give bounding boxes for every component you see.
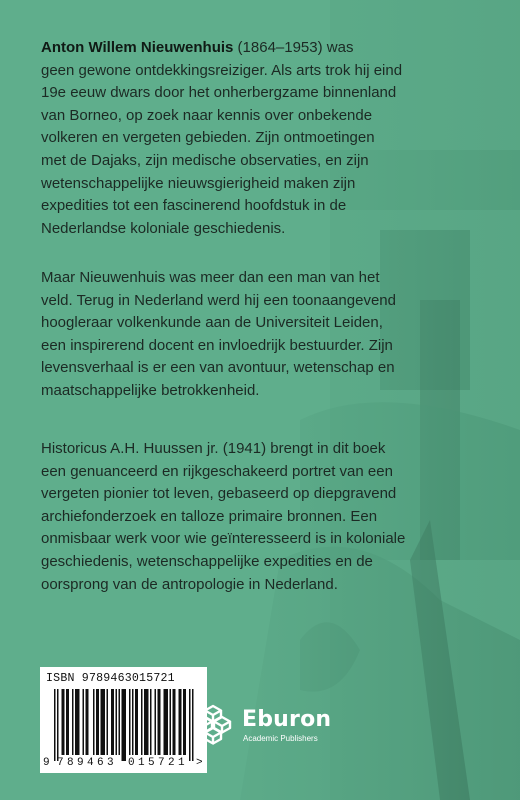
publisher-name: Eburon <box>242 707 332 732</box>
barcode-bar <box>147 689 149 755</box>
paragraph-line: expedities tot een fascinerend hoofdstuk in de <box>41 197 347 215</box>
barcode-bar <box>113 689 115 755</box>
barcode-bar <box>83 689 85 755</box>
isbn-barcode <box>40 667 207 773</box>
paragraph-line: veld. Terug in Nederland werd hij een toonaangevend <box>41 291 396 309</box>
barcode-bar <box>150 689 152 755</box>
barcode-bar <box>119 689 121 755</box>
barcode-bar <box>185 689 187 755</box>
barcode-bar <box>72 689 74 755</box>
barcode-bar <box>116 689 118 755</box>
barcode-quiet-zone-marker: > <box>196 757 203 769</box>
paragraph-line: maatschappelijke betrokkenheid. <box>41 381 260 399</box>
barcode-bar <box>123 689 125 761</box>
publisher-cubes-icon <box>188 703 238 747</box>
barcode-bar <box>132 689 134 755</box>
paragraph-line: oorsprong van de antropologie in Nederland. <box>41 575 338 593</box>
barcode-bar <box>111 689 113 755</box>
barcode-bar <box>68 689 70 755</box>
barcode-bar <box>170 689 172 755</box>
paragraph-line: 19e eeuw dwars door het onherbergzame binnenland <box>41 84 397 102</box>
barcode-bar <box>174 689 176 755</box>
paragraph-line: van Borneo, op zoek naar kennis over onbekende <box>41 106 373 124</box>
barcode-bar <box>101 689 103 755</box>
barcode-bar <box>155 689 157 755</box>
barcode-bar <box>62 689 64 755</box>
barcode-bar <box>173 689 175 755</box>
paragraph-line: geen gewone ontdekkingsreiziger. Als arts trok hij eind <box>41 61 403 79</box>
paragraph-line: wetenschappelijke nieuwsgierigheid maken zijn <box>41 174 356 192</box>
barcode-bar <box>63 689 65 755</box>
barcode-bar <box>183 689 185 755</box>
barcode-bar <box>137 689 139 755</box>
publisher-subtitle: Academic Publishers <box>243 734 318 743</box>
subject-name: Anton Willem Nieuwenhuis <box>41 39 234 56</box>
author-paragraph <box>41 438 481 596</box>
publisher-logo <box>188 703 338 747</box>
paragraph-line: vergeten pionier tot leven, gebaseerd op diepgravend <box>41 485 397 503</box>
barcode-bar <box>96 689 98 755</box>
intro-paragraph <box>41 37 481 240</box>
barcode-bar <box>144 689 146 755</box>
barcode-bar <box>179 689 181 755</box>
paragraph-line: Historicus A.H. Huussen jr. (1941) brengt in dit boek <box>41 440 386 457</box>
barcode-lead-digit: 9 <box>43 757 50 769</box>
barcode-bar <box>93 689 95 755</box>
paragraph-line: geschiedenis, wetenschappelijke expedities en de <box>41 552 373 570</box>
barcode-right-digits: 015721 <box>128 757 189 769</box>
barcode-bar <box>87 689 89 755</box>
barcode-bar <box>86 689 88 755</box>
isbn-number: ISBN 9789463015721 <box>46 672 175 685</box>
barcode-bar <box>54 689 56 761</box>
paragraph-line: Nederlandse koloniale geschiedenis. <box>41 219 286 237</box>
barcode-bar <box>104 689 106 755</box>
barcode-bar <box>125 689 127 761</box>
paragraph-line: een genuanceerd en rijkgeschakeerd portret van een <box>41 462 393 480</box>
barcode-bar <box>180 689 182 755</box>
barcode-bar <box>57 689 59 761</box>
barcode-bar <box>129 689 131 755</box>
barcode-bar <box>164 689 166 755</box>
barcode-bar <box>75 689 77 755</box>
paragraph-line: levensverhaal is er een van avontuur, wetenschap en <box>41 359 395 377</box>
barcode-bar <box>135 689 137 755</box>
barcode-bar <box>146 689 148 755</box>
paragraph-line: onmisbaar werk voor wie geïnteresseerd is in koloniale <box>41 530 406 548</box>
career-paragraph <box>41 267 481 403</box>
barcode-bar <box>122 689 124 761</box>
paragraph-line: een inspirerend docent en invloedrijk bestuurder. Zijn <box>41 336 393 354</box>
barcode-bar <box>158 689 160 755</box>
paragraph-line: archiefonderzoek en talloze primaire bronnen. Een <box>41 507 378 525</box>
paragraph-line: hoogleraar volkenkunde aan de Universiteit Leiden, <box>41 314 383 332</box>
paragraph-line: (1864–1953) was <box>233 39 354 56</box>
paragraph-line: volkeren en vergeten gebieden. Zijn ontmoetingen <box>41 129 375 147</box>
barcode-bar <box>77 689 79 755</box>
barcode-bar <box>141 689 143 755</box>
barcode-bar <box>167 689 169 755</box>
barcode-left-digits: 789463 <box>57 757 118 769</box>
barcode-bar <box>102 689 104 755</box>
paragraph-line: Maar Nieuwenhuis was meer dan een man van het <box>41 269 380 286</box>
barcode-bar <box>165 689 167 755</box>
barcode-bar <box>98 689 100 755</box>
barcode-bar <box>66 689 68 755</box>
barcode-bar <box>78 689 80 755</box>
barcode-bar <box>107 689 109 755</box>
paragraph-line: met de Dajaks, zijn medische observaties, en zijn <box>41 151 369 169</box>
barcode-bar <box>159 689 161 755</box>
